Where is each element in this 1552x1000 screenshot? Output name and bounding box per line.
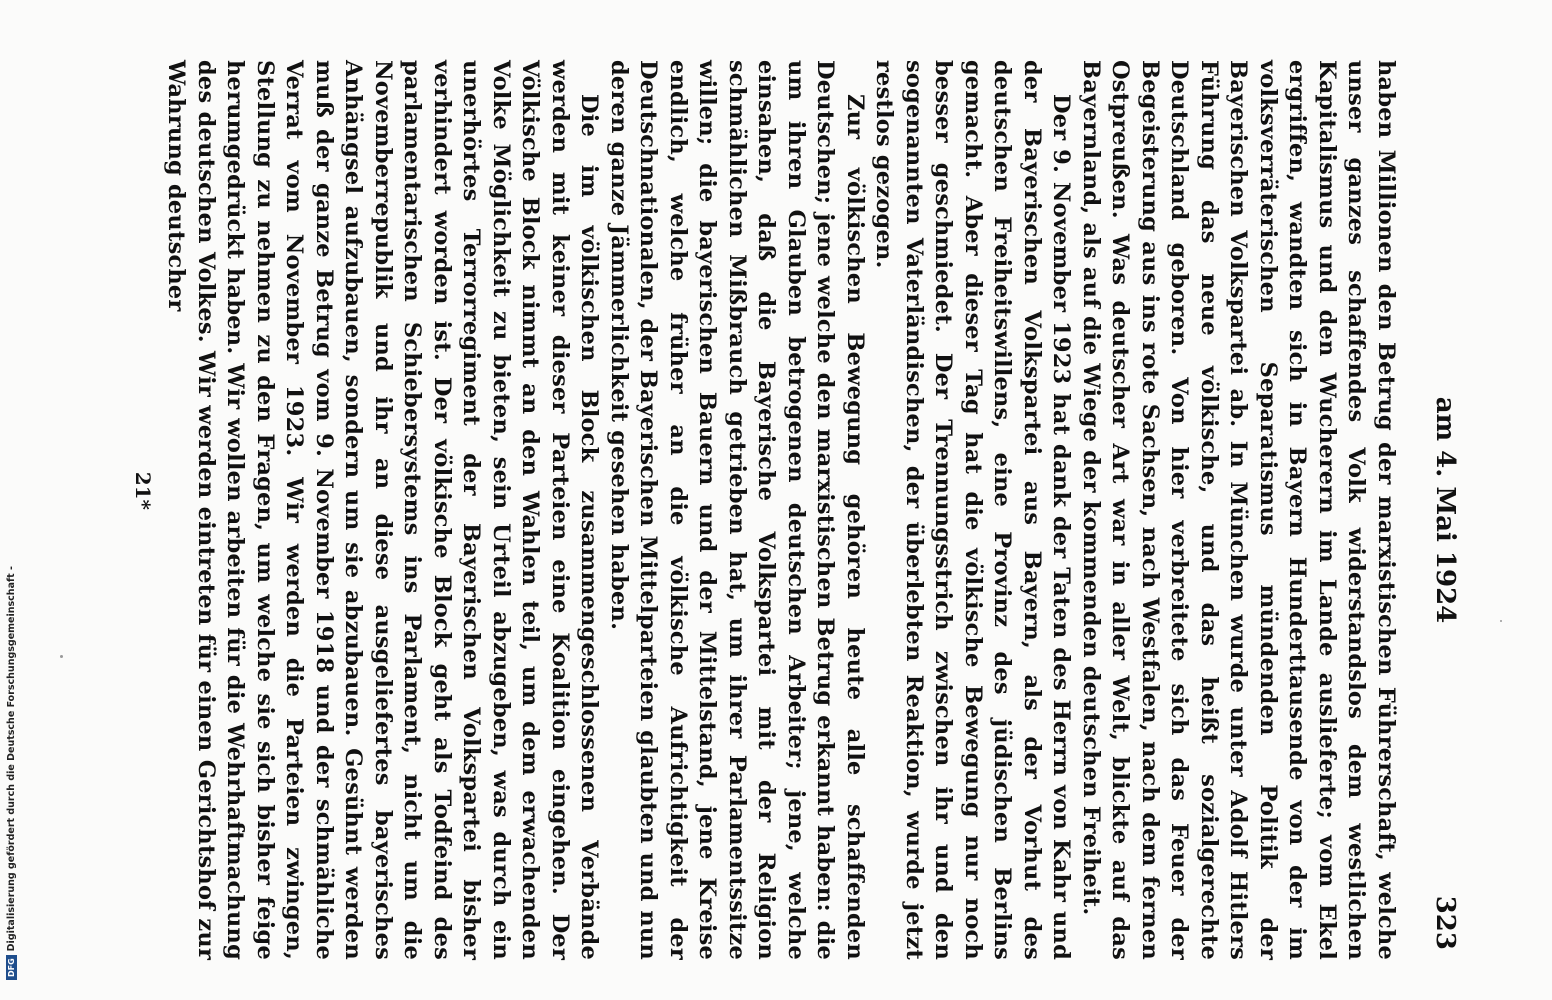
paragraph: Der 9. November 1923 hat dank der Taten des Herrn von Kahr und der Bayerischen Volkspartei aus Bayern, als der Vorhut des deutschen Freiheitswillens, eine Provinz des jüdischen Berlins gemacht. Aber dieser Tag hat die völkische Bewegung nur noch besser geschmiedet. Der Trennungsstrich zwischen ihr und den sogenannten Vaterländischen, der überlebten Reaktion, wurde jetzt restlos gezogen. [871, 60, 1075, 960]
digitization-note [4, 0, 18, 1000]
running-title: am 4. Mai 1924 [1430, 396, 1460, 624]
body-text [161, 60, 1400, 960]
paragraph: haben Millionen den Betrug der marxistischen Führerschaft, welche unser ganzes schaffendes Volk widerstandslos dem westlichen Kapitalismus und den Wucherern im Lande auslieferte; vom Ekel ergriffen, wandten sich in Bayern Hunderttausende von der im volksverräterischen Separatismus mündenden Politik der Bayerischen Volkspartei ab. In München wurde unter Adolf Hitlers Führung das neue völkische, und das heißt sozialgerechte Deutschland geboren. Von hier verbreitete sich das Feuer der Begeisterung aus ins rote Sachsen, nach Westfalen, nach dem fernen Ostpreußen. Was deutscher Art war in aller Welt, blickte auf das Bayernland, als auf die Wiege der kommenden deutschen Freiheit. [1078, 60, 1399, 960]
signature-mark: 21* [131, 471, 155, 510]
book-page [100, 60, 1460, 960]
paragraph: Die im völkischen Block zusammengeschlossenen Verbände werden mit keiner dieser Parteien eine Koalition eingehen. Der Völkische Block nimmt an den Wahlen teil, um dem erwachenden Volke Möglichkeit zu bieten, sein Urteil abzugeben, was durch ein unerhörtes Terrorregiment der Bayerischen Volkspartei bisher verhindert worden ist. Der völkische Block geht als Todfeind des parlamentarischen Schiebersystems ins Parlament, nicht um die Novemberrepublik und ihr an diese ausgeliefertes bayerisches Anhängsel aufzubauen, sondern um sie abzubauen. Gesühnt werden muß der ganze Betrug vom 9. November 1918 und der schmähliche Verrat vom November 1923. Wir werden die Parteien zwingen, Stellung zu nehmen zu den Fragen, um welche sie sich bisher feige herumgedrückt haben. Wir wollen arbeiten für die Wehrhaftmachung des deutschen Volkes. Wir werden eintreten für einen Gerichtshof zur Wahrung deutscher [163, 60, 603, 960]
page-number: 323 [1430, 895, 1460, 950]
dfg-logo: DFG [6, 955, 17, 980]
dust-speck [1500, 620, 1502, 622]
dust-speck [60, 655, 63, 658]
paragraph: Zur völkischen Bewegung gehören heute alle schaffenden Deutschen; jene welche den marxistischen Betrug erkannt haben: die um ihren Glauben betrogenen deutschen Arbeiter; jene, welche einsahen, daß die Bayerische Volkspartei mit der Religion schmählichen Mißbrauch getrieben hat, um ihrer Parlamentssitze willen; die bayerischen Bauern und der Mittelstand, jene Kreise endlich, welche früher an die völkische Aufrichtigkeit der Deutschnationalen, der Bayerischen Mittelparteien glaubten und nun deren ganze Jämmerlichkeit gesehen haben. [606, 60, 868, 960]
running-head [1420, 60, 1460, 960]
digitization-note-text: Digitalisierung gefördert durch die Deutsche Forschungsgemeinschaft - [5, 566, 17, 952]
